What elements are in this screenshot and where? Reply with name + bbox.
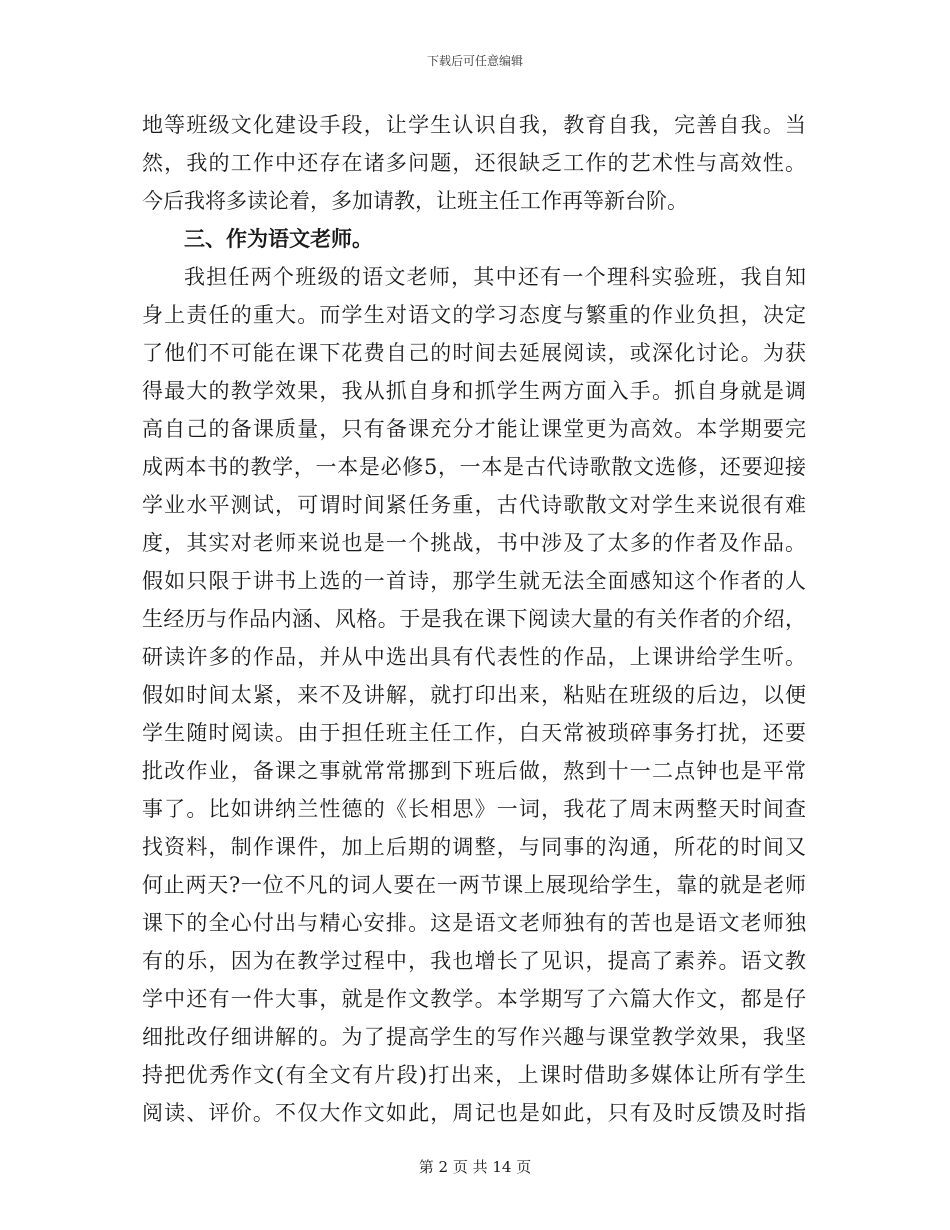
text-line: 然，我的工作中还存在诸多问题，还很缺乏工作的艺术性与高效性。	[142, 151, 806, 175]
text-line: 学业水平测试，可谓时间紧任务重，古代诗歌散文对学生来说很有难	[142, 493, 806, 517]
text-line: 事了。比如讲纳兰性德的《长相思》一词，我花了周末两整天时间查	[142, 797, 806, 821]
page-header-note: 下载后可任意编辑	[426, 54, 523, 68]
text-line: 度，其实对老师来说也是一个挑战，书中涉及了太多的作者及作品。	[142, 531, 806, 555]
text-line: 持把优秀作文(有全文有片段)打出来，上课时借助多媒体让所有学生	[142, 1063, 806, 1087]
text-line: 生经历与作品内涵、风格。于是我在课下阅读大量的有关作者的介绍，	[142, 607, 806, 631]
text-line: 学中还有一件大事，就是作文教学。本学期写了六篇大作文，都是仔	[142, 987, 806, 1011]
text-line: 假如只限于讲书上选的一首诗，那学生就无法全面感知这个作者的人	[142, 569, 806, 593]
text-line: 课下的全心付出与精心安排。这是语文老师独有的苦也是语文老师独	[142, 911, 806, 935]
text-line: 了他们不可能在课下花费自己的时间去延展阅读，或深化讨论。为获	[142, 341, 806, 365]
text-line: 学生随时阅读。由于担任班主任工作，白天常被琐碎事务打扰，还要	[142, 721, 806, 745]
text-line: 阅读、评价。不仅大作文如此，周记也是如此，只有及时反馈及时指	[142, 1101, 806, 1125]
text-line: 今后我将多读论着，多加请教，让班主任工作再等新台阶。	[142, 189, 688, 213]
text-line: 得最大的教学效果，我从抓自身和抓学生两方面入手。抓自身就是调	[142, 379, 806, 403]
text-line: 批改作业，备课之事就常常挪到下班后做，熬到十一二点钟也是平常	[142, 759, 806, 783]
document-body	[142, 106, 806, 1132]
text-line: 假如时间太紧，来不及讲解，就打印出来，粘贴在班级的后边，以便	[142, 683, 806, 707]
text-line: 身上责任的重大。而学生对语文的学习态度与繁重的作业负担，决定	[142, 303, 806, 327]
page-number: 第 2 页 共 14 页	[418, 1158, 532, 1176]
text-line: 研读许多的作品，并从中选出具有代表性的作品，上课讲给学生听。	[142, 645, 806, 669]
text-line: 成两本书的教学，一本是必修5，一本是古代诗歌散文选修，还要迎接	[142, 455, 806, 479]
text-line: 找资料，制作课件，加上后期的调整，与同事的沟通，所花的时间又	[142, 835, 806, 859]
text-line: 高自己的备课质量，只有备课充分才能让课堂更为高效。本学期要完	[142, 417, 806, 441]
text-line: 何止两天?一位不凡的词人要在一两节课上展现给学生，靠的就是老师	[142, 873, 806, 897]
text-line: 有的乐，因为在教学过程中，我也增长了见识，提高了素养。语文教	[142, 949, 806, 973]
text-line: 细批改仔细讲解的。为了提高学生的写作兴趣与课堂教学效果，我坚	[142, 1025, 806, 1049]
section-heading: 三、作为语文老师。	[184, 226, 373, 251]
text-line: 地等班级文化建设手段，让学生认识自我，教育自我，完善自我。当	[142, 113, 806, 137]
text-line: 我担任两个班级的语文老师，其中还有一个理科实验班，我自知	[184, 265, 806, 289]
